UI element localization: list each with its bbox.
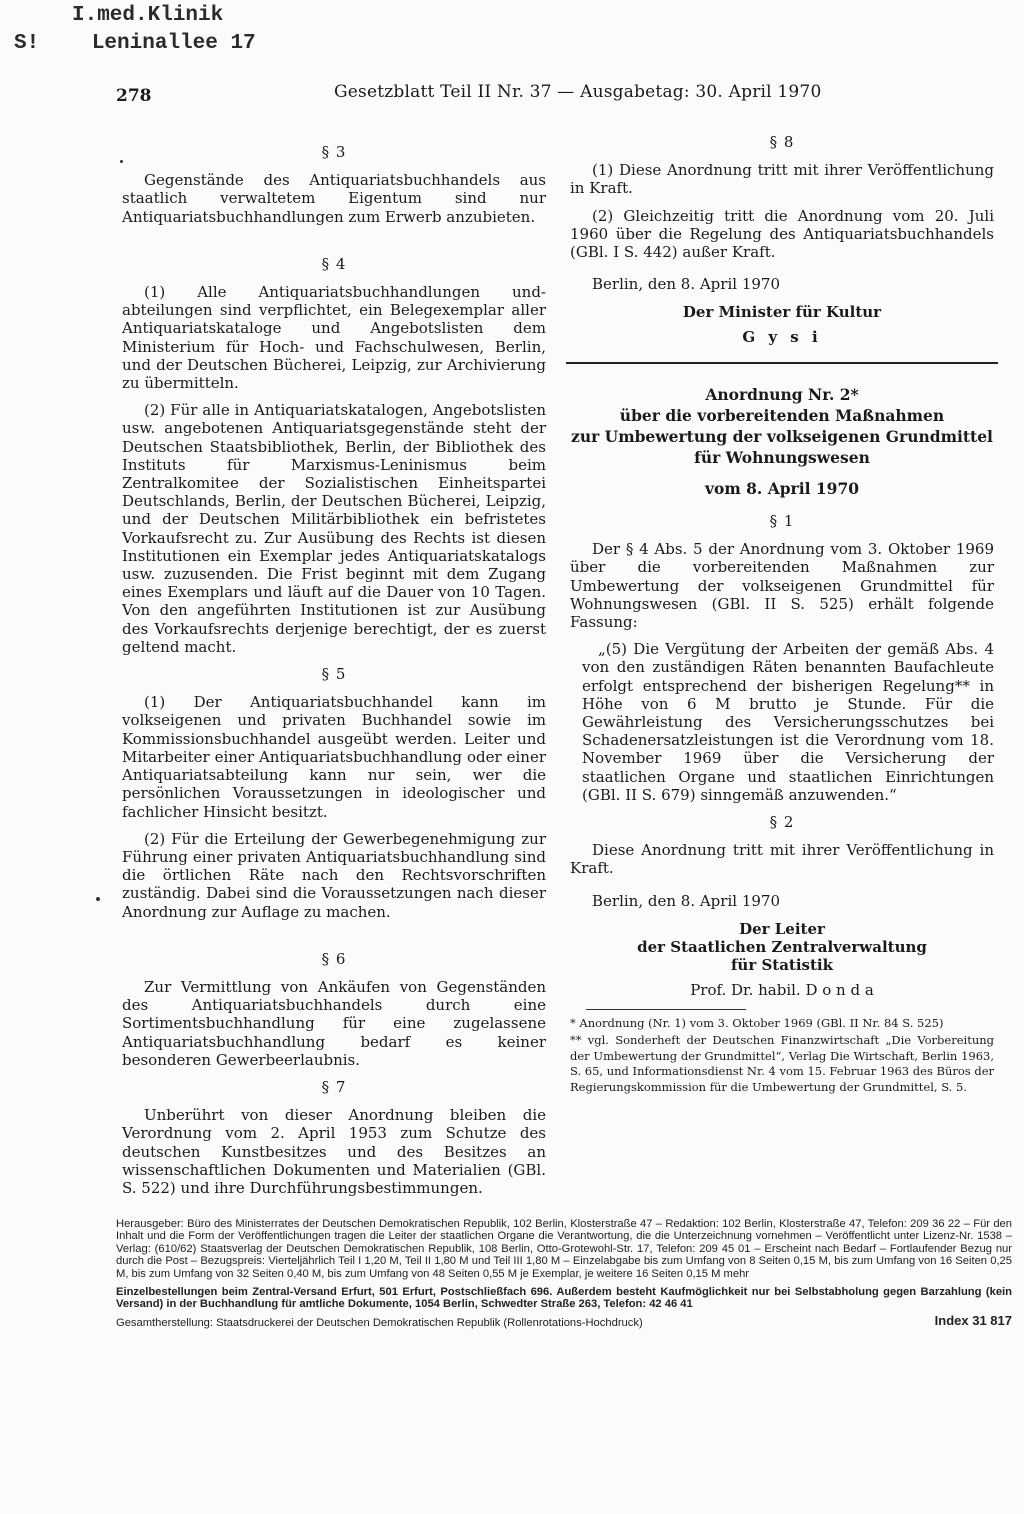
section-divider — [566, 362, 998, 364]
section-heading-2: § 2 — [769, 813, 795, 832]
signer-title-line: der Staatlichen Zentralverwaltung — [637, 938, 927, 957]
page-header — [116, 82, 1011, 112]
left-column — [122, 143, 546, 1206]
footnote-divider — [586, 1009, 746, 1010]
signer-title-line: für Statistik — [730, 956, 834, 975]
right-column — [570, 133, 994, 1097]
section-heading-6: § 6 — [321, 949, 347, 968]
stamp-line-2 — [14, 30, 256, 58]
stamp-line-1: I.med.Klinik — [72, 4, 224, 27]
footnote: * Anordnung (Nr. 1) vom 3. Oktober 1969 (GBl. II Nr. 84 S. 525) — [570, 1015, 944, 1030]
ordinance-title — [570, 384, 994, 468]
stamp-address: Leninallee 17 — [91, 32, 256, 55]
place-date: Berlin, den 8. April 1970 — [592, 275, 780, 294]
section-8-paragraph-1: (1) Diese Anordnung tritt mit ihrer Veröffentlichung in Kraft. — [570, 161, 994, 198]
margin-dot — [96, 897, 100, 901]
index-number: Index 31 817 — [934, 1312, 1012, 1328]
section-8-paragraph-2: (2) Gleichzeitig tritt die Anordnung vom 20. Juli 1960 über die Regelung des Antiquariatsbuchhandels (GBl. I S. 442) außer Kraft. — [570, 206, 994, 262]
signer-name: G y s i — [742, 327, 822, 346]
spacer — [122, 235, 546, 255]
section-2-text: Diese Anordnung tritt mit ihrer Veröffentlichung in Kraft. — [570, 841, 994, 878]
ordinance-title-line: zur Umbewertung der volkseigenen Grundmittel — [571, 426, 993, 446]
section-3-text: Gegenstände des Antiquariatsbuchhandels aus staatlich verwaltetem Eigentum sind nur Antiquariatsbuchhandlungen zum Erwerb anzubieten. — [122, 171, 546, 226]
imprint-production: Gesamtherstellung: Staatsdruckerei der Deutschen Demokratischen Republik (Rollenrotations-Hochdruck) — [116, 1316, 643, 1329]
signer-title-line: Der Leiter — [739, 919, 825, 938]
ordinance-title-line: Anordnung Nr. 2* — [705, 384, 859, 404]
place-date: Berlin, den 8. April 1970 — [592, 891, 780, 910]
section-6-text: Zur Vermittlung von Ankäufen von Gegenständen des Antiquariatsbuchhandels durch eine Sortimentsbuchhandlung für eine zugelassene Antiquariatsbuchhandlung bedarf es keiner besonderen Gewerbeerlaubnis. — [122, 977, 546, 1069]
signer-title: Der Minister für Kultur — [682, 303, 882, 322]
imprint-footer-line — [116, 1312, 1012, 1333]
footnote: ** vgl. Sonderheft der Deutschen Finanzwirtschaft „Die Vorbereitung der Umbewertung der Grundmittel“, Verlag Die Wirtschaft, Berlin 1963, S. 65, und Informationsdienst Nr. 4 vom 15. Februar 1963 des Büros der Regierungskommission für die Umbewertung der Grundmittel, S. 5. — [570, 1033, 994, 1094]
ordinance-title-line: für Wohnungswesen — [694, 447, 870, 467]
section-4-paragraph-2: (2) Für alle in Antiquariatskatalogen, Angebotslisten usw. angebotenen Antiquariatsgegenstände steht der Deutschen Staatsbibliothek, Berlin, der Bibliothek des Instituts für Marxismus-Leninismus beim Zentralkomitee der Sozialistischen Einheitspartei Deutschlands, Berlin, der Deutschen Bücherei, Leipzig, und der Deutschen Militärbibliothek ein befristetes Vorkaufsrecht zu. Zur Ausübung des Rechts ist diesen Institutionen ein Exemplar jedes Antiquariatskatalogs usw. zuzusenden. Die Frist beginnt mit dem Zugang eines Exemplars und läuft auf die Dauer von 10 Tagen. Von den angeführten Institutionen ist zur Ausübung des Vorkaufsrechts derjenige berechtigt, der es zuerst geltend macht. — [122, 401, 546, 656]
page-number: 278 — [116, 86, 152, 106]
spacer — [122, 930, 546, 950]
section-heading-3: § 3 — [321, 143, 347, 161]
section-1-text: Der § 4 Abs. 5 der Anordnung vom 3. Oktober 1969 über die vorbereitenden Maßnahmen zur Umbewertung der volkseigenen Grundmittel für Wohnungswesen (GBl. II S. 525) erhält folgende Fassung: — [570, 540, 994, 632]
imprint — [116, 1218, 1012, 1333]
section-heading-7: § 7 — [321, 1077, 347, 1096]
section-1-quote: „(5) Die Vergütung der Arbeiten der gemäß Abs. 4 von den zuständigen Räten benannten Baufachleute erfolgt entsprechend der bisherigen Regelung** in Höhe von 6 M brutto je Stunde. Für die Gewährleistung des Versicherungsschutzes bei Schadenersatzleistungen ist die Verordnung vom 18. November 1969 über die Versicherung der staatlichen Organe und staatlichen Einrichtungen (GBl. II S. 679) sinngemäß anzuwenden.“ — [582, 640, 994, 804]
margin-dot — [120, 160, 123, 163]
section-5-paragraph-2: (2) Für die Erteilung der Gewerbegenehmigung zur Führung einer privaten Antiquariatsbuchhandlung sind die örtlichen Räte nach den Rechtsvorschriften zuständig. Dabei sind die Voraussetzungen nach dieser Anordnung zur Auflage zu machen. — [122, 829, 546, 921]
ordinance-title-line: über die vorbereitenden Maßnahmen — [619, 405, 945, 425]
ordinance-date: vom 8. April 1970 — [704, 478, 860, 498]
section-7-text: Unberührt von dieser Anordnung bleiben die Verordnung vom 2. April 1953 zum Schutze des deutschen Kunstbesitzes und des Besitzes an wissenschaftlichen Dokumenten und Materialien (GBl. S. 522) und ihre Durchführungsbestimmungen. — [122, 1106, 546, 1197]
signer-name: Prof. Dr. habil. D o n d a — [690, 980, 874, 999]
imprint-orders: Einzelbestellungen beim Zentral-Versand Erfurt, 501 Erfurt, Postschließfach 696. Außerdem besteht Kaufmöglichkeit nur bei Selbstabholung gegen Barzahlung (kein Versand) in der Buchhandlung für amtliche Dokumente, 1054 Berlin, Schwedter Straße 263, Telefon: 42 46 41 — [116, 1286, 1012, 1311]
library-stamp — [14, 2, 256, 58]
section-heading-5: § 5 — [321, 665, 347, 684]
section-4-paragraph-1: (1) Alle Antiquariatsbuchhandlungen und- abteilungen sind verpflichtet, ein Belegexemplar aller Antiquariatskataloge und Angebotslisten dem Ministerium für Hoch- und Fachschulwesen, Berlin, und der Deutschen Bücherei, Leipzig, zur Archivierung zu übermitteln. — [122, 283, 546, 393]
page-title: Gesetzblatt Teil II Nr. 37 — Ausgabetag: 30. April 1970 — [334, 82, 822, 102]
section-heading-4: § 4 — [321, 254, 347, 273]
section-5-paragraph-1: (1) Der Antiquariatsbuchhandel kann im volkseigenen und privaten Buchhandel sowie im Kommissionsbuchhandel ausgeübt werden. Leiter und Mitarbeiter einer Antiquariatsbuchhandlung oder einer Antiquariatsabteilung kann nur sein, wer die persönlichen Voraussetzungen in ideologischer und fachlicher Hinsicht besitzt. — [122, 693, 546, 821]
section-heading-8: § 8 — [769, 133, 795, 151]
imprint-publisher: Herausgeber: Büro des Ministerrates der Deutschen Demokratischen Republik, 102 Berlin, Klosterstraße 47 – Redaktion: 102 Berlin, Klosterstraße 47, Telefon: 209 36 22 – Für den Inhalt und die Form der Veröffentlichungen tragen die Leiter der staatlichen Organe die Verantwortung, die die Unterzeichnung vornehmen – Veröffentlicht unter Lizenz-Nr. 1538 – Verlag: (610/62) Staatsverlag der Deutschen Demokratischen Republik, 108 Berlin, Otto-Grotewohl-Str. 17, Telefon: 209 45 01 – Erscheint nach Bedarf – Fortlaufender Bezug nur durch die Post – Bezugspreis: Vierteljährlich Teil I 1,20 M, Teil II 1,80 M und Teil III 1,80 M – Einzelabgabe bis zum Umfang von 8 Seiten 0,15 M, bis zum Umfang von 16 Seiten 0,25 M, bis zum Umfang von 32 Seiten 0,40 M, bis zum Umfang von 48 Seiten 0,55 M je Exemplar, je weitere 16 Seiten 0,15 M mehr — [116, 1218, 1012, 1280]
stamp-prefix: S! — [14, 32, 40, 55]
section-heading-1: § 1 — [769, 512, 795, 531]
